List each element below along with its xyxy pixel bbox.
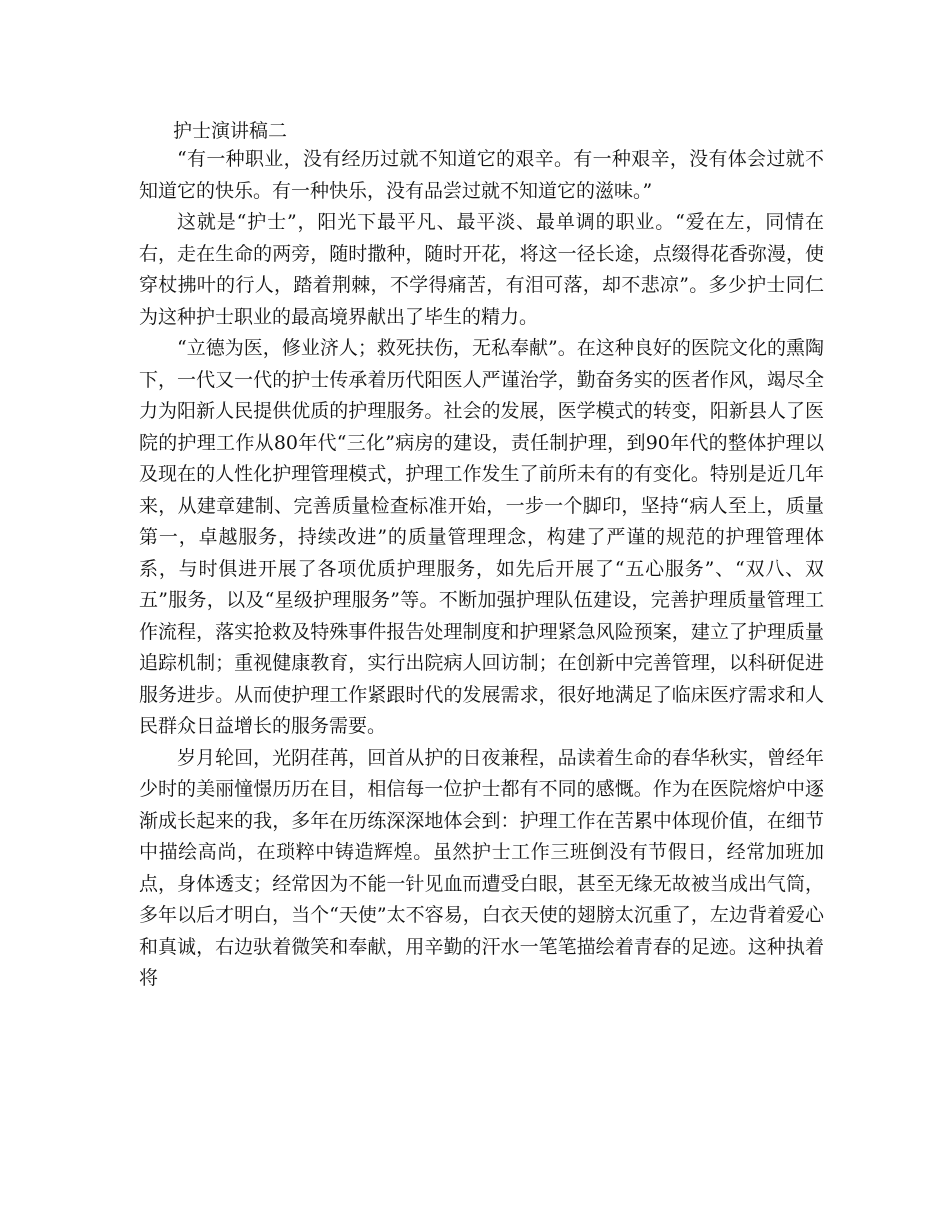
document-body <box>139 118 824 995</box>
document-title: 护士演讲稿二 <box>173 120 288 142</box>
paragraph-profession: 这就是“护士”，阳光下最平凡、最平淡、最单调的职业。“爱在左，同情在右，走在生命的两旁，随时撒种，随时开花，将这一径长途，点缀得花香弥漫，使穿杖拂叶的行人，踏着荆棘，不学得痛苦，有泪可落，却不悲凉”。多少护士同仁为这种护士职业的最高境界献出了毕生的精力。 <box>139 211 824 328</box>
paragraph-opening-quote: “有一种职业，没有经历过就不知道它的艰辛。有一种艰辛，没有体会过就不知道它的快乐。有一种快乐，没有品尝过就不知道它的滋味。” <box>139 148 824 202</box>
paragraph-hospital-culture: “立德为医，修业济人；救死扶伤，无私奉献”。在这种良好的医院文化的熏陶下，一代又一代的护士传承着历代阳医人严谨治学，勤奋务实的医者作风，竭尽全力为阳新人民提供优质的护理服务。社会的发展，医学模式的转变，阳新县人了医院的护理工作从80年代“三化”病房的建设，责任制护理，到90年代的整体护理以及现在的人性化护理管理模式，护理工作发生了前所未有的有变化。特别是近几年来，从建章建制、完善质量检查标准开始，一步一个脚印，坚持“病人至上，质量第一，卓越服务，持续改进”的质量管理理念，构建了严谨的规范的护理管理体系，与时俱进开展了各项优质护理服务，如先后开展了“五心服务”、“双八、双五”服务，以及“星级护理服务”等。不断加强护理队伍建设，完善护理质量管理工作流程，落实抢救及特殊事件报告处理制度和护理紧急风险预案，建立了护理质量追踪机制；重视健康教育，实行出院病人回访制；在创新中完善管理，以科研促进服务进步。从而使护理工作紧跟时代的发展需求，很好地满足了临床医疗需求和人民群众日益增长的服务需要。 <box>139 337 824 737</box>
paragraph-reflection: 岁月轮回，光阴荏苒，回首从护的日夜兼程，品读着生命的春华秋实，曾经年少时的美丽憧憬历历在目，相信每一位护士都有不同的感慨。作为在医院熔炉中逐渐成长起来的我，多年在历练深深地体会到：护理工作在苦累中体现价值，在细节中描绘高尚，在琐粹中铸造辉煌。虽然护士工作三班倒没有节假日，经常加班加点，身体透支；经常因为不能一针见血而遭受白眼，甚至无缘无故被当成出气筒，多年以后才明白，当个“天使”太不容易，白衣天使的翅膀太沉重了，左边背着爱心和真诚，右边驮着微笑和奉献，用辛勤的汗水一笔笔描绘着青春的足迹。这种执着将 <box>139 746 824 989</box>
